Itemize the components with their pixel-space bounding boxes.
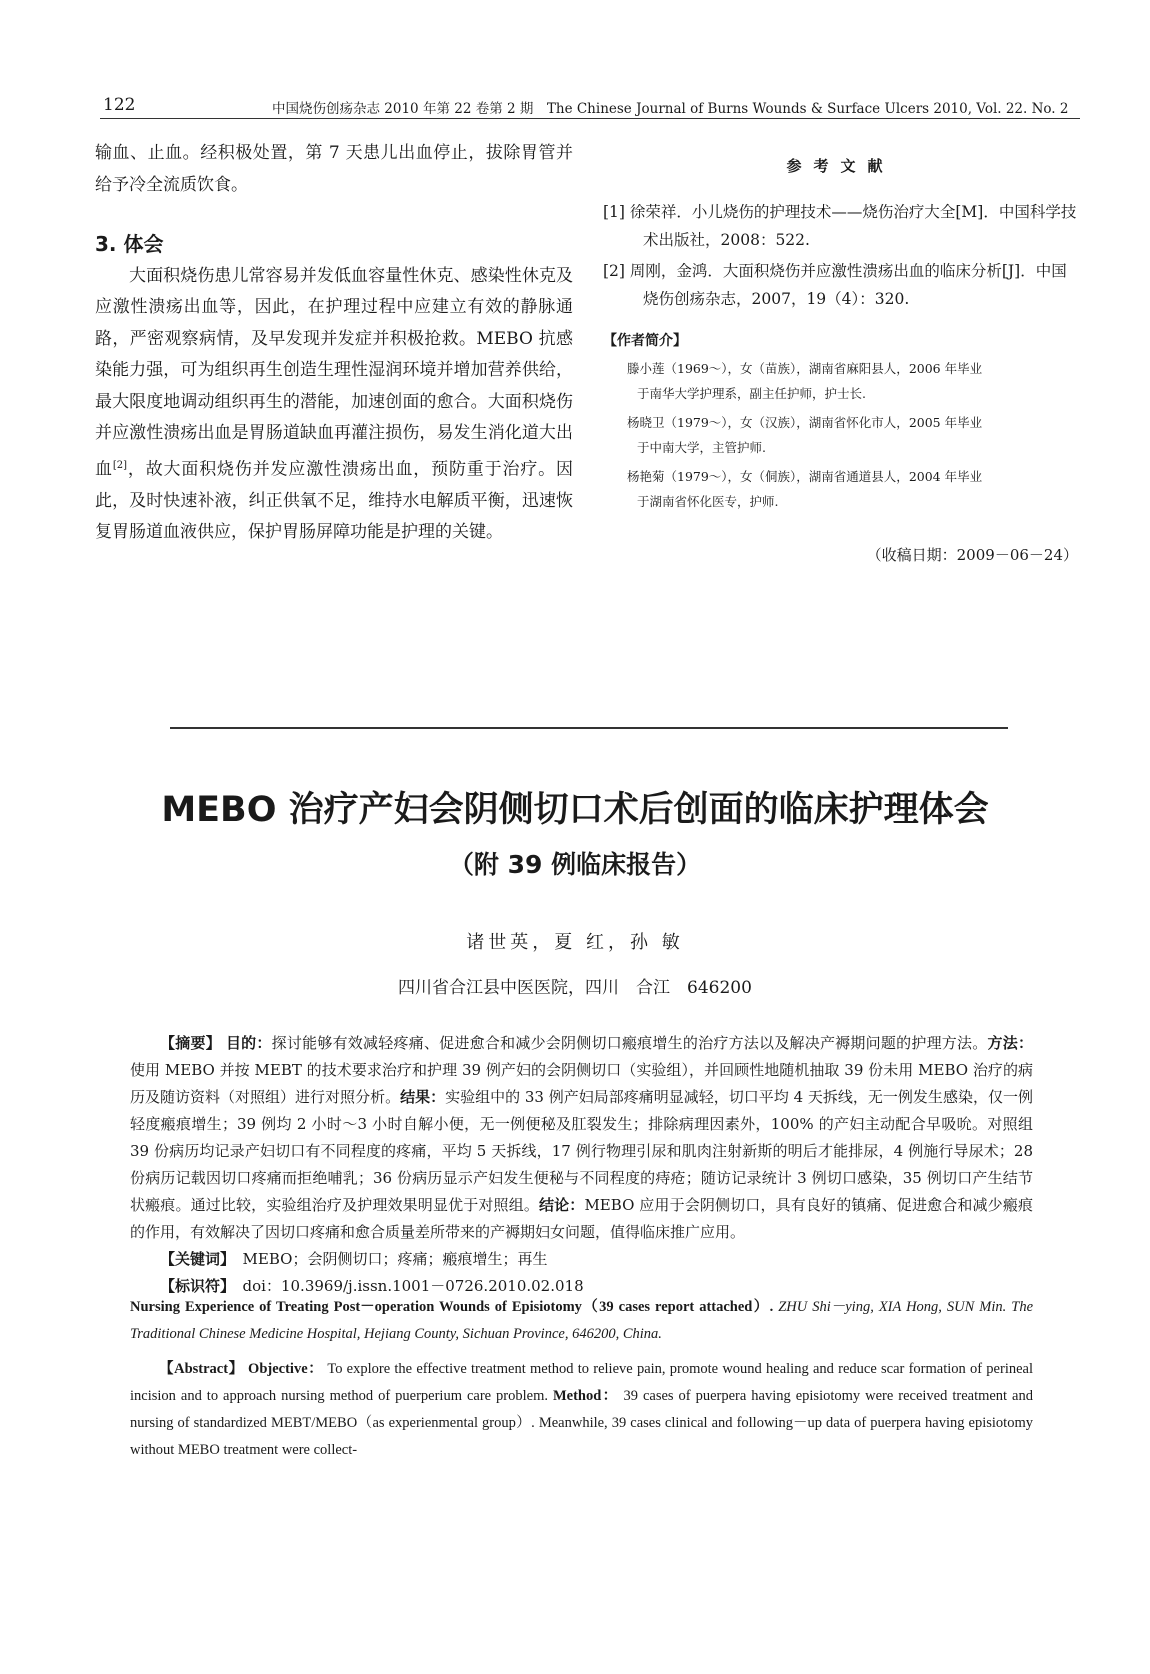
english-objective: To explore the effective treatment method to relieve pain, promote wound healing and reduce scar formation of perineal incision and to approach nursing method of puerperium care problem. bbox=[130, 1361, 1033, 1404]
conclusion-label: 结论： bbox=[539, 1196, 585, 1214]
reference-item: [2] 周刚，金鸿．大面积烧伤并应激性溃疡出血的临床分析[J]．中国烧伤创疡杂志，2007，19（4）：320. bbox=[603, 262, 1067, 308]
section-divider bbox=[170, 727, 1008, 729]
right-column bbox=[603, 155, 1078, 565]
doi-label: 【标识符】 bbox=[160, 1277, 228, 1295]
english-title: Nursing Experience of Treating Post－operation Wounds of Episiotomy（39 cases report attached）. bbox=[130, 1299, 774, 1315]
bio-line: 杨艳菊（1979～），女（侗族），湖南省通道县人，2004 年毕业 bbox=[627, 469, 983, 484]
para2-text-b: ，故大面积烧伤并发应激性溃疡出血，预防重于治疗。因此，及时快速补液，纠正供氧不足，维持水电解质平衡，迅速恢复胃肠道血液供应，保护胃肠屏障功能是护理的关键。 bbox=[95, 459, 574, 543]
references-title: 参考文献 bbox=[786, 157, 895, 175]
citation-ref: [2] bbox=[112, 459, 128, 471]
abstract-label: 【摘要】 bbox=[160, 1034, 221, 1052]
keywords-label: 【关键词】 bbox=[160, 1250, 228, 1268]
english-title-line bbox=[130, 1294, 1033, 1348]
journal-header: 中国烧伤创疡杂志 2010 年第 22 卷第 2 期 The Chinese Journal of Burns Wounds & Surface Ulcers 2010, Vol. 22. No. 2 bbox=[272, 101, 1069, 117]
doi: doi：10.3969/j.issn.1001－0726.2010.02.018 bbox=[242, 1277, 584, 1295]
reference-item: [1] 徐荣祥．小儿烧伤的护理技术——烧伤治疗大全[M]．中国科学技术出版社，2008：522. bbox=[603, 203, 1077, 249]
bio-line: 于中南大学，主管护师. bbox=[637, 440, 766, 455]
author-bio bbox=[603, 410, 1078, 460]
header-rule bbox=[100, 118, 1080, 119]
english-abstract-label: 【Abstract】 bbox=[159, 1361, 244, 1377]
bio-line: 于湖南省怀化医专，护师. bbox=[637, 494, 779, 509]
left-paragraph-2 bbox=[95, 261, 573, 549]
result-label: 结果： bbox=[400, 1088, 446, 1106]
english-objective-label: Objective： bbox=[248, 1361, 324, 1377]
page-number: 122 bbox=[103, 95, 136, 115]
abstract-en bbox=[130, 1294, 1033, 1464]
result-text: 实验组中的 33 例产妇局部疼痛明显减轻，切口平均 4 天拆线，无一例发生感染，仅一例轻度瘢痕增生；39 例均 2 小时～3 小时自解小便，无一例便秘及肛裂发生；排除病理因素外，100% 的产妇主动配合早吸吮。对照组 39 份病历均记录产妇切口有不同程度的疼痛，平均 5 天拆线，17 例行物理引尿和肌肉注射新斯的明后才能排尿，4 例施行导尿术；28 份病历记载因切口疼痛而拒绝哺乳；36 份病历显示产妇发生便秘与不同程度的痔疮；随访记录统计 3 例切口感染，35 例切口产生结节状瘢痕。通过比较，实验组治疗及护理效果明显优于对照组。 bbox=[130, 1088, 1033, 1214]
section-title: 3. 体会 bbox=[95, 232, 164, 256]
author-bio-title: 【作者简介】 bbox=[603, 333, 687, 349]
english-abstract-body bbox=[130, 1356, 1033, 1464]
english-method: 39 cases of puerpera having episiotomy were received treatment and nursing of standardized MEBT/MEBO（as experienmental group）. Meanwhile, 39 cases clinical and following－up data of puerpera having episiotomy without MEBO treatment were collect- bbox=[130, 1388, 1033, 1458]
bio-line: 杨晓卫（1979～），女（汉族），湖南省怀化市人，2005 年毕业 bbox=[627, 415, 983, 430]
article-title: MEBO 治疗产妇会阴侧切口术后创面的临床护理体会 bbox=[161, 790, 989, 830]
left-paragraph-1: 输血、止血。经积极处置，第 7 天患儿出血停止，拔除胃管并给予冷全流质饮食。 bbox=[95, 143, 573, 195]
english-authors: ZHU Shi－ying, XIA Hong, SUN Min. The Traditional Chinese Medicine Hospital, Hejiang County, Sichuan Province, 646200, China. bbox=[130, 1299, 1034, 1342]
author-bio bbox=[603, 464, 1078, 514]
article-authors: 诸世英，夏 红，孙 敏 bbox=[466, 932, 684, 953]
received-date: （收稿日期：2009－06－24） bbox=[866, 546, 1078, 564]
method-text: 使用 MEBO 并按 MEBT 的技术要求治疗和护理 39 例产妇的会阴侧切口（实验组），并回顾性地随机抽取 39 份未用 MEBO 治疗的病历及随访资料（对照组）进行对照分析。 bbox=[130, 1061, 1033, 1106]
keywords-line bbox=[130, 1246, 1033, 1273]
para2-text-a: 大面积烧伤患儿常容易并发低血容量性休克、感染性休克及应激性溃疡出血等，因此，在护理过程中应建立有效的静脉通路，严密观察病情，及早发现并发症并积极抢救。MEBO 抗感染能力强，可为组织再生创造生理性湿润环境并增加营养供给，最大限度地调动组织再生的潜能，加速创面的愈合。大面积烧伤并应激性溃疡出血是胃肠道缺血再灌注损伤，易发生消化道大出血 bbox=[95, 265, 573, 480]
article-subtitle: （附 39 例临床报告） bbox=[448, 850, 702, 879]
abstract-body bbox=[130, 1030, 1033, 1246]
objective-text: 探讨能够有效减轻疼痛、促进愈合和减少会阴侧切口瘢痕增生的治疗方法以及解决产褥期问题的护理方法。 bbox=[271, 1034, 988, 1052]
author-bio bbox=[603, 356, 1078, 406]
method-label: 方法： bbox=[987, 1034, 1033, 1052]
bio-line: 滕小莲（1969～），女（苗族），湖南省麻阳县人，2006 年毕业 bbox=[627, 361, 983, 376]
bio-line: 于南华大学护理系，副主任护师，护士长. bbox=[637, 386, 866, 401]
keywords: MEBO；会阴侧切口；疼痛；瘢痕增生；再生 bbox=[242, 1250, 548, 1268]
abstract-cn bbox=[130, 1030, 1033, 1300]
conclusion-text: MEBO 应用于会阴侧切口，具有良好的镇痛、促进愈合和减少瘢痕的作用，有效解决了因切口疼痛和愈合质量差所带来的产褥期妇女问题，值得临床推广应用。 bbox=[130, 1196, 1033, 1241]
objective-label: 目的： bbox=[225, 1034, 272, 1052]
article-affiliation: 四川省合江县中医医院，四川 合江 646200 bbox=[398, 978, 752, 998]
english-method-label: Method： bbox=[552, 1388, 619, 1404]
left-column bbox=[95, 138, 573, 549]
